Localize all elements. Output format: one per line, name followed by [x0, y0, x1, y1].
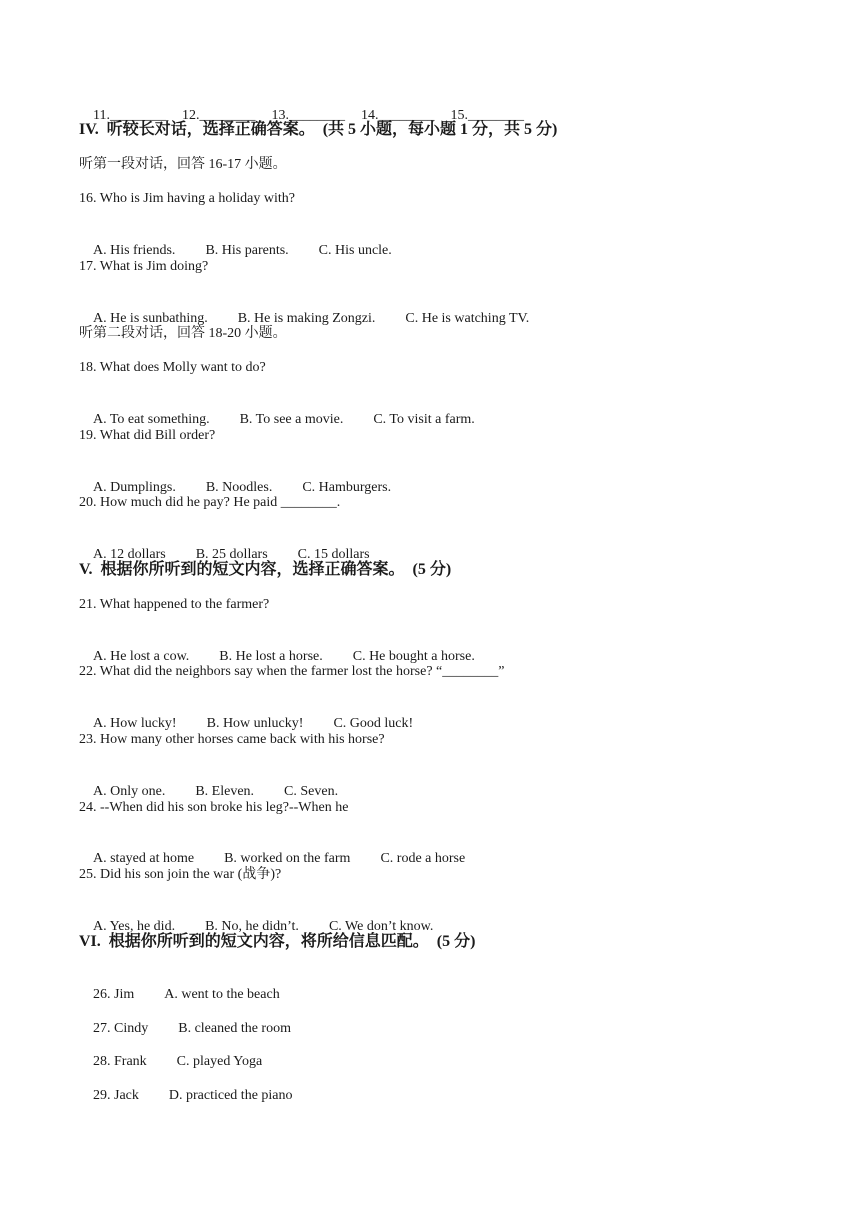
question-17: 17. What is Jim doing? — [79, 259, 209, 274]
option-b: B. No, he didn’t. — [205, 919, 299, 934]
question-25: 25. Did his son join the war (战争)? — [79, 867, 282, 882]
option-c: C. 15 dollars — [297, 547, 370, 562]
question-22: 22. What did the neighbors say when the farmer lost the horse? “________” — [79, 664, 505, 679]
option-a: A. stayed at home — [93, 851, 195, 866]
option-a: A. Dumplings. — [93, 480, 176, 495]
option-b: B. worked on the farm — [224, 851, 351, 866]
option-c: C. We don’t know. — [328, 919, 434, 934]
question-24: 24. --When did his son broke his leg?--When he — [79, 800, 349, 815]
match-option: A. went to the beach — [164, 987, 280, 1002]
question-18: 18. What does Molly want to do? — [79, 360, 266, 375]
option-b: B. He lost a horse. — [219, 649, 323, 664]
question-20: 20. How much did he pay? He paid ________. — [79, 495, 341, 510]
blank-11: 11.________ — [93, 108, 166, 123]
match-name: 27. Cindy — [93, 1021, 149, 1036]
section-5-heading: V. 根据你所听到的短文内容，选择正确答案。 (5 分) — [79, 561, 452, 578]
option-b: B. To see a movie. — [239, 412, 344, 427]
blank-15: 15.________ — [450, 108, 524, 123]
option-a: A. Yes, he did. — [93, 919, 176, 934]
question-16: 16. Who is Jim having a holiday with? — [79, 191, 295, 206]
option-a: A. To eat something. — [93, 412, 210, 427]
option-b: B. He is making Zongzi. — [237, 311, 376, 326]
section-6-heading: VI. 根据你所听到的短文内容，将所给信息匹配。 (5 分) — [79, 933, 476, 950]
match-name: 26. Jim — [93, 987, 135, 1002]
option-b: B. Noodles. — [205, 480, 273, 495]
option-c: C. He is watching TV. — [405, 311, 530, 326]
option-b: B. How unlucky! — [206, 716, 304, 731]
match-name: 29. Jack — [93, 1088, 139, 1103]
option-a: A. His friends. — [93, 243, 176, 258]
option-c: C. Good luck! — [333, 716, 414, 731]
option-b: B. 25 dollars — [195, 547, 268, 562]
question-21: 21. What happened to the farmer? — [79, 597, 270, 612]
option-c: C. His uncle. — [318, 243, 392, 258]
match-option: B. cleaned the room — [178, 1021, 291, 1036]
blank-12: 12.________ — [181, 108, 256, 123]
section-4-heading: IV. 听较长对话，选择正确答案。 (共 5 小题，每小题 1 分，共 5 分) — [79, 121, 558, 138]
option-a: A. 12 dollars — [93, 547, 166, 562]
question-19: 19. What did Bill order? — [79, 428, 216, 443]
match-option: C. played Yoga — [176, 1054, 263, 1069]
option-c: C. To visit a farm. — [373, 412, 475, 427]
option-c: C. Hamburgers. — [302, 480, 392, 495]
option-b: B. His parents. — [205, 243, 289, 258]
option-a: A. Only one. — [93, 784, 166, 799]
option-c: C. Seven. — [284, 784, 339, 799]
match-name: 28. Frank — [93, 1054, 147, 1069]
option-b: B. Eleven. — [195, 784, 255, 799]
option-c: C. rode a horse — [380, 851, 466, 866]
option-a: A. He lost a cow. — [93, 649, 190, 664]
option-a: A. He is sunbathing. — [93, 311, 208, 326]
blank-14: 14.________ — [360, 108, 435, 123]
blank-13: 13.________ — [271, 108, 345, 123]
dialogue-2-intro: 听第二段对话，回答 18-20 小题。 — [79, 326, 287, 341]
question-23: 23. How many other horses came back with his horse? — [79, 732, 385, 747]
dialogue-1-intro: 听第一段对话，回答 16-17 小题。 — [79, 157, 287, 172]
option-c: C. He bought a horse. — [352, 649, 475, 664]
match-option: D. practiced the piano — [168, 1088, 293, 1103]
option-a: A. How lucky! — [93, 716, 177, 731]
match-row-29 — [79, 1069, 293, 1123]
